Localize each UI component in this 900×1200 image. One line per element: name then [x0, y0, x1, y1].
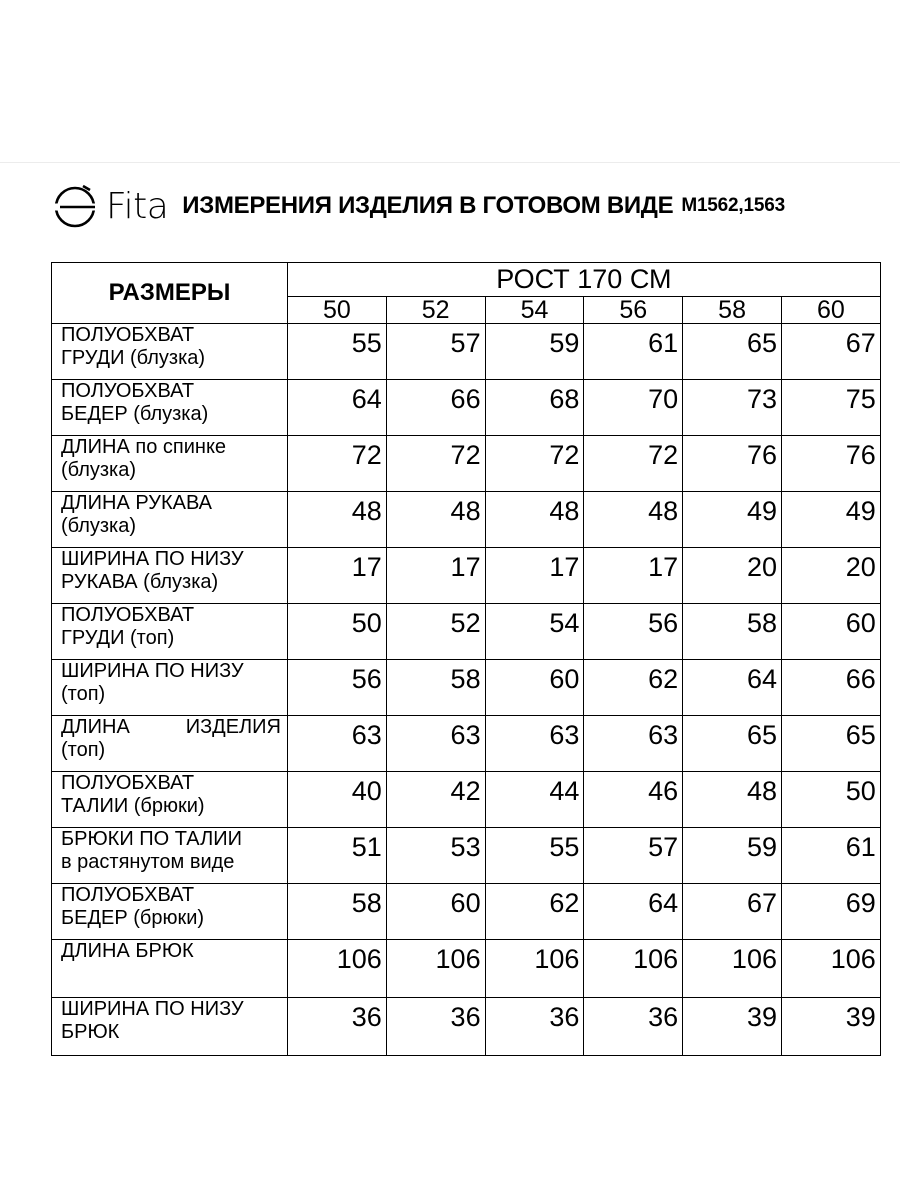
- table-row: [52, 436, 881, 492]
- table-row: [52, 828, 881, 884]
- measurement-label-line: (топ): [61, 739, 106, 761]
- measurement-value: 72: [288, 436, 387, 492]
- document-header: [52, 180, 785, 232]
- measurement-value: 20: [683, 548, 782, 604]
- measurement-value: 75: [781, 380, 880, 436]
- measurement-value: 67: [781, 324, 880, 380]
- measurement-value: 50: [288, 604, 387, 660]
- measurement-value: 50: [781, 772, 880, 828]
- measurement-value: 44: [485, 772, 584, 828]
- measurement-label-line: (блузка): [61, 515, 137, 537]
- measurement-value: 58: [683, 604, 782, 660]
- measurement-label: [52, 828, 288, 884]
- measurement-label: [52, 380, 288, 436]
- table-row: [52, 884, 881, 940]
- divider: [0, 162, 900, 163]
- measurement-value: 72: [386, 436, 485, 492]
- measurement-label: [52, 604, 288, 660]
- measurement-value: 63: [386, 716, 485, 772]
- measurement-value: 106: [386, 940, 485, 998]
- measurement-value: 42: [386, 772, 485, 828]
- measurement-value: 61: [584, 324, 683, 380]
- measurement-label-line: ДЛИНА по спинке: [61, 436, 227, 458]
- measurement-value: 106: [584, 940, 683, 998]
- measurement-value: 48: [288, 492, 387, 548]
- measurement-value: 36: [288, 998, 387, 1056]
- measurement-label-line: в растянутом виде: [61, 851, 235, 873]
- table-row: [52, 548, 881, 604]
- measurement-label: [52, 772, 288, 828]
- table-row: [52, 998, 881, 1056]
- measurement-value: 36: [584, 998, 683, 1056]
- header-row: [52, 263, 881, 297]
- measurement-value: 17: [485, 548, 584, 604]
- measurement-value: 76: [683, 436, 782, 492]
- measurement-label-line: БЕДЕР (брюки): [61, 907, 205, 929]
- measurement-value: 54: [485, 604, 584, 660]
- measurement-value: 17: [288, 548, 387, 604]
- measurement-value: 67: [683, 884, 782, 940]
- table-row: [52, 940, 881, 998]
- measurement-value: 64: [288, 380, 387, 436]
- measurement-label-line: ПОЛУОБХВАТ: [61, 772, 195, 794]
- measurement-label-line: (топ): [61, 683, 106, 705]
- model-number: M1562,1563: [681, 195, 785, 216]
- measurement-value: 36: [386, 998, 485, 1056]
- table-row: [52, 380, 881, 436]
- measurement-label: [52, 548, 288, 604]
- table-row: [52, 660, 881, 716]
- measurement-value: 69: [781, 884, 880, 940]
- measurement-value: 60: [485, 660, 584, 716]
- measurement-label: [52, 716, 288, 772]
- measurement-value: 48: [386, 492, 485, 548]
- measurement-value: 59: [683, 828, 782, 884]
- measurement-value: 59: [485, 324, 584, 380]
- measurement-value: 48: [584, 492, 683, 548]
- measurement-value: 53: [386, 828, 485, 884]
- table-row: [52, 772, 881, 828]
- measurement-value: 17: [386, 548, 485, 604]
- page-title: ИЗМЕРЕНИЯ ИЗДЕЛИЯ В ГОТОВОМ ВИДЕ: [182, 192, 674, 219]
- measurement-value: 36: [485, 998, 584, 1056]
- top-blank-area: [0, 0, 900, 163]
- measurement-value: 55: [485, 828, 584, 884]
- measurement-value: 57: [386, 324, 485, 380]
- measurement-value: 20: [781, 548, 880, 604]
- measurement-value: 70: [584, 380, 683, 436]
- measurement-value: 66: [781, 660, 880, 716]
- size-chart-table: [51, 262, 881, 1056]
- measurement-label-line: ПОЛУОБХВАТ: [61, 380, 195, 402]
- measurement-value: 65: [683, 716, 782, 772]
- measurement-label-line: ШИРИНА ПО НИЗУ: [61, 660, 244, 682]
- measurement-value: 62: [584, 660, 683, 716]
- measurement-value: 64: [683, 660, 782, 716]
- measurement-value: 65: [781, 716, 880, 772]
- measurement-label-line: [61, 716, 281, 739]
- size-header-cell: 50: [288, 297, 387, 324]
- measurement-value: 39: [781, 998, 880, 1056]
- table-row: [52, 716, 881, 772]
- measurement-value: 106: [781, 940, 880, 998]
- measurement-value: 106: [485, 940, 584, 998]
- size-header-cell: 54: [485, 297, 584, 324]
- height-header: РОСТ 170 СМ: [288, 263, 881, 297]
- size-header-cell: 60: [781, 297, 880, 324]
- measurement-label-line: ШИРИНА ПО НИЗУ: [61, 548, 244, 570]
- measurement-label: [52, 324, 288, 380]
- size-header-cell: 52: [386, 297, 485, 324]
- measurement-label-line: БРЮКИ ПО ТАЛИИ: [61, 828, 242, 850]
- measurement-value: 49: [683, 492, 782, 548]
- measurement-value: 76: [781, 436, 880, 492]
- measurement-value: 58: [386, 660, 485, 716]
- size-header-cell: 56: [584, 297, 683, 324]
- table-row: [52, 492, 881, 548]
- measurement-value: 46: [584, 772, 683, 828]
- measurement-value: 66: [386, 380, 485, 436]
- measurement-label: [52, 940, 288, 998]
- measurement-label-line: ПОЛУОБХВАТ: [61, 604, 195, 626]
- measurement-label: [52, 492, 288, 548]
- measurement-value: 48: [683, 772, 782, 828]
- measurement-value: 68: [485, 380, 584, 436]
- measurement-value: 61: [781, 828, 880, 884]
- measurement-value: 62: [485, 884, 584, 940]
- measurement-label: [52, 998, 288, 1056]
- measurement-label-line: ГРУДИ (блузка): [61, 347, 206, 369]
- measurement-value: 65: [683, 324, 782, 380]
- measurement-label-line: БЕДЕР (блузка): [61, 403, 209, 425]
- measurement-value: 40: [288, 772, 387, 828]
- measurement-label-line: ДЛИНА БРЮК: [61, 940, 194, 962]
- measurement-value: 106: [683, 940, 782, 998]
- measurement-value: 60: [781, 604, 880, 660]
- measurement-value: 63: [288, 716, 387, 772]
- measurement-label-line: ТАЛИИ (брюки): [61, 795, 205, 817]
- measurement-label-word: ДЛИНА: [61, 716, 130, 738]
- measurement-value: 49: [781, 492, 880, 548]
- size-header-cell: 58: [683, 297, 782, 324]
- measurement-label: [52, 436, 288, 492]
- table-row: [52, 324, 881, 380]
- measurement-value: 48: [485, 492, 584, 548]
- measurement-value: 64: [584, 884, 683, 940]
- measurement-value: 57: [584, 828, 683, 884]
- measurement-label-line: РУКАВА (блузка): [61, 571, 219, 593]
- measurement-value: 72: [584, 436, 683, 492]
- measurement-value: 60: [386, 884, 485, 940]
- measurement-value: 72: [485, 436, 584, 492]
- measurement-value: 56: [584, 604, 683, 660]
- measurement-label-line: ПОЛУОБХВАТ: [61, 884, 195, 906]
- measurement-label-line: ДЛИНА РУКАВА: [61, 492, 212, 514]
- measurement-value: 39: [683, 998, 782, 1056]
- measurement-label-word: ИЗДЕЛИЯ: [185, 716, 281, 738]
- measurement-value: 56: [288, 660, 387, 716]
- measurement-value: 63: [485, 716, 584, 772]
- measurement-value: 52: [386, 604, 485, 660]
- measurement-label-line: БРЮК: [61, 1021, 120, 1043]
- measurement-label: [52, 660, 288, 716]
- measurement-label-line: ПОЛУОБХВАТ: [61, 324, 195, 346]
- sizes-header: РАЗМЕРЫ: [52, 263, 288, 324]
- measurement-value: 17: [584, 548, 683, 604]
- measurement-value: 51: [288, 828, 387, 884]
- measurement-label-line: (блузка): [61, 459, 137, 481]
- measurement-label-line: ШИРИНА ПО НИЗУ: [61, 998, 244, 1020]
- measurement-label-line: ГРУДИ (топ): [61, 627, 175, 649]
- table-row: [52, 604, 881, 660]
- measurement-label: [52, 884, 288, 940]
- measurement-value: 55: [288, 324, 387, 380]
- measurement-value: 73: [683, 380, 782, 436]
- brand-name: Fita: [106, 185, 169, 227]
- measurement-value: 63: [584, 716, 683, 772]
- fita-logo-icon: [52, 183, 98, 229]
- measurement-value: 58: [288, 884, 387, 940]
- measurement-value: 106: [288, 940, 387, 998]
